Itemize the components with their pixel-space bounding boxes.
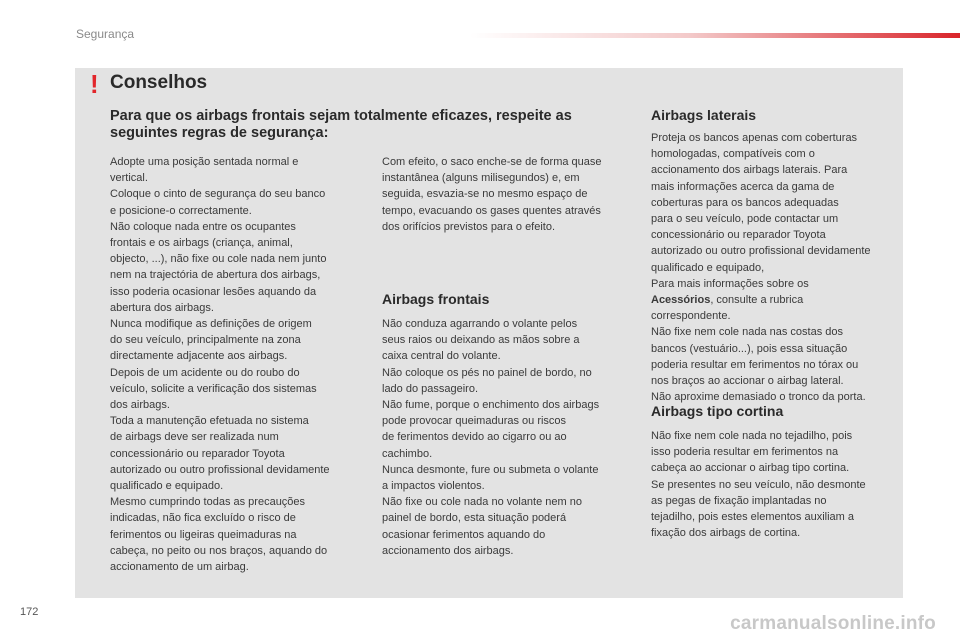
- text-line: vertical.: [110, 172, 148, 185]
- section-label: Segurança: [76, 27, 135, 41]
- text-line: autorizado ou outro profissional devidamente: [651, 245, 871, 258]
- text-line: isso poderia resultar em ferimentos na: [651, 446, 839, 459]
- text-line: Proteja os bancos apenas com coberturas: [651, 132, 858, 144]
- text-line: mais informações acerca da gama de: [651, 180, 835, 193]
- text-line: Coloque o cinto de segurança do seu banco: [110, 188, 326, 201]
- text-line: Não conduza agarrando o volante pelos: [382, 318, 578, 330]
- text-line: Adopte uma posição sentada normal e: [110, 156, 299, 168]
- header-accent-bar: [470, 33, 960, 38]
- text-line: correspondente.: [651, 310, 731, 323]
- text-line: para o seu veículo, pode contactar um: [651, 213, 839, 226]
- text-line: Nunca modifique as definições de origem: [110, 318, 312, 331]
- text-line: de ferimentos devido ao cigarro ou ao: [382, 431, 567, 444]
- text-line: caixa central do volante.: [382, 350, 501, 363]
- page-number: 172: [20, 606, 39, 618]
- text-line: nos braços ao accionar o airbag lateral.: [651, 375, 844, 388]
- text-line: Não coloque os pés no painel de bordo, no: [382, 366, 592, 379]
- text-line: veículo, solicite a verificação dos sistemas: [110, 382, 317, 395]
- text-line: lado do passageiro.: [382, 382, 479, 395]
- text-line: seus raios ou deixando as mãos sobre a: [382, 334, 580, 347]
- text-line: ocasionar ferimentos aquando do: [382, 528, 546, 541]
- text-line: qualificado e equipado,: [651, 261, 765, 274]
- text-line: Não fume, porque o enchimento dos airbags: [382, 399, 600, 412]
- text-line: qualificado e equipado.: [110, 480, 224, 493]
- text-line: abertura dos airbags.: [110, 301, 214, 314]
- text-line: objecto, ...), não fixe ou cole nada nem junto: [110, 253, 327, 266]
- text-line: concessionário ou reparador Toyota: [110, 447, 285, 460]
- text-line: Se presentes no seu veículo, não desmonte: [651, 478, 866, 491]
- text-line: concessionário ou reparador Toyota: [651, 229, 826, 242]
- lateral-accessories-line: [651, 292, 901, 308]
- lateral-lines-before: [651, 130, 901, 292]
- column-2-top-text: [382, 154, 637, 235]
- text-line: accionamento dos airbags.: [382, 544, 514, 557]
- text-line: Não fixe ou cole nada no volante nem no: [382, 496, 582, 509]
- accessories-term: Acessórios: [651, 294, 711, 307]
- curtain-airbags-heading: Airbags tipo cortina: [651, 403, 784, 419]
- text-line: a impactos violentos.: [382, 480, 485, 493]
- text-line: pode provocar queimaduras ou riscos: [382, 415, 567, 428]
- text-line: ferimentos ou ligeiras queimaduras na: [110, 528, 297, 541]
- text-line: as pegas de fixação implantadas no: [651, 494, 827, 507]
- watermark-text: carmanualsonline.info: [730, 613, 936, 634]
- text-line: Para mais informações sobre os: [651, 277, 809, 290]
- exclamation-icon: !: [90, 69, 99, 99]
- intro-heading: Para que os airbags frontais sejam totalmente eficazes, respeite as seguintes regras de segurança:: [110, 108, 572, 141]
- text-line: tempo, evacuando os gases quentes através: [382, 204, 601, 217]
- text-line: frontais e os airbags (criança, animal,: [110, 237, 293, 250]
- text-line: Mesmo cumprindo todas as precauções: [110, 496, 306, 509]
- text-line: bancos (vestuário...), pois essa situação: [651, 342, 848, 355]
- text-line: seguida, esvazia-se no mesmo espaço de: [382, 188, 588, 201]
- text-line: directamente adjacente aos airbags.: [110, 350, 288, 363]
- text-line: Não fixe nem cole nada nas costas dos: [651, 326, 844, 339]
- lateral-airbags-heading: Airbags laterais: [651, 107, 757, 123]
- text-line: dos orifícios previstos para o efeito.: [382, 220, 556, 233]
- text-line: de airbags deve ser realizada num: [110, 431, 279, 444]
- text-line: dos airbags.: [110, 399, 170, 412]
- text-line: cabeça, no peito ou nos braços, aquando do: [110, 544, 328, 557]
- text-line: Toda a manutenção efetuada no sistema: [110, 415, 309, 428]
- panel-title: Conselhos: [110, 72, 208, 93]
- text-line: nem na trajectória de abertura dos airbags,: [110, 269, 321, 282]
- text-line: accionamento dos airbags laterais. Para: [651, 164, 848, 177]
- column-1-text: [110, 154, 365, 575]
- frontal-airbags-heading: Airbags frontais: [382, 291, 490, 307]
- text-line: do seu veículo, principalmente na zona: [110, 334, 301, 347]
- text-line: Não coloque nada entre os ocupantes: [110, 220, 296, 233]
- text-line: Depois de um acidente ou do roubo do: [110, 366, 300, 379]
- text-line: indicadas, não fica excluído o risco de: [110, 512, 296, 525]
- text-line: isso poderia ocasionar lesões aquando da: [110, 285, 317, 298]
- accessories-after: , consulte a rubrica: [710, 294, 804, 307]
- curtain-airbags-text: [651, 428, 901, 541]
- text-line: Não aproxime demasiado o tronco da porta.: [651, 391, 866, 404]
- lateral-airbags-text: [651, 130, 901, 405]
- frontal-airbags-text: [382, 316, 637, 559]
- text-line: instantânea (alguns milisegundos) e, em: [382, 172, 580, 185]
- text-line: e posicione-o correctamente.: [110, 204, 252, 217]
- text-line: painel de bordo, esta situação poderá: [382, 512, 567, 525]
- text-line: tejadilho, pois estes elementos auxiliam a: [651, 511, 855, 524]
- text-line: accionamento de um airbag.: [110, 561, 249, 574]
- text-line: autorizado ou outro profissional devidamente: [110, 463, 330, 476]
- text-line: Nunca desmonte, fure ou submeta o volante: [382, 463, 599, 476]
- text-line: Não fixe nem cole nada no tejadilho, pois: [651, 430, 853, 442]
- text-line: coberturas para os bancos adequadas: [651, 196, 839, 209]
- lateral-lines-after: [651, 308, 901, 405]
- text-line: cachimbo.: [382, 447, 433, 460]
- text-line: homologadas, compatíveis com o: [651, 148, 815, 161]
- text-line: fixação dos airbags de cortina.: [651, 527, 801, 540]
- text-line: poderia resultar em ferimentos no tórax ou: [651, 358, 859, 371]
- text-line: Com efeito, o saco enche-se de forma quase: [382, 156, 602, 168]
- text-line: cabeça ao accionar o airbag tipo cortina.: [651, 462, 850, 475]
